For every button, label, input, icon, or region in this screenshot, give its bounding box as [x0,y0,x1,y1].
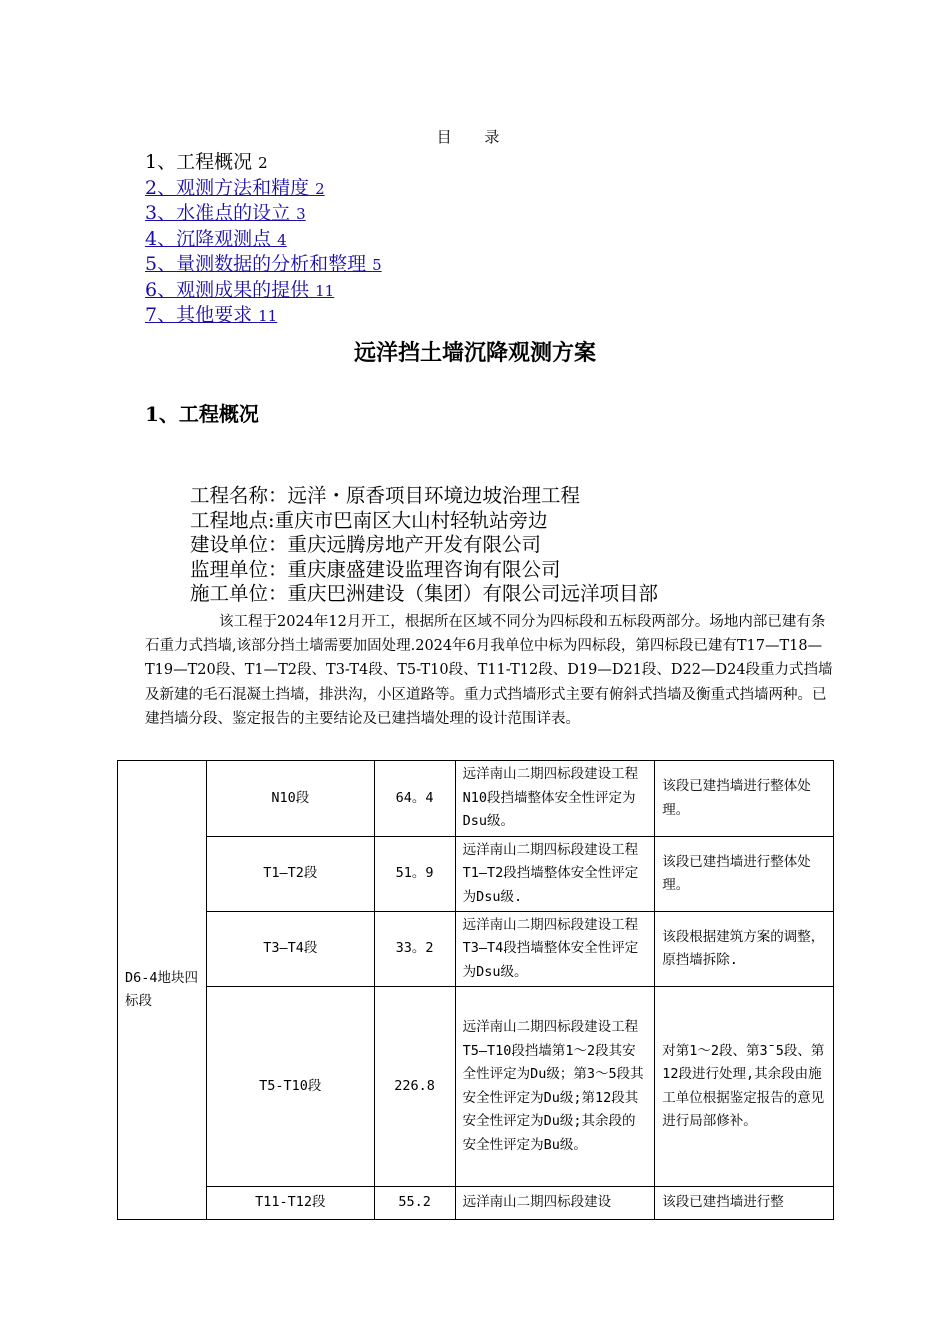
project-location: 工程地点:重庆市巴南区大山村轻轨站旁边 [190,508,548,532]
toc-link[interactable] [145,279,334,301]
conclusion-cell: 远洋南山二期四标段建设工程T3—T4段挡墙整体安全性评定为Dsu级。 [455,912,655,987]
overview-paragraph: 该工程于2024年12月开工，根据所在区域不同分为四标段和五标段两部分。场地内部已建有条石重力式挡墙,该部分挡土墙需要加固处理.2024年6月我单位中标为四标段，第四标段已建有T17—T18—T19—T20段、T1—T2段、T3-T4段、T5-T10段、T11-T12段、D19—D21段、D22—D24段重力式挡墙及新建的毛石混凝土挡墙，排洪沟，小区道路等。重力式挡墙形式主要有俯斜式挡墙及衡重式挡墙两种。已建挡墙分段、鉴定报告的主要结论及已建挡墙处理的设计范围详表。 [145,614,833,727]
toc-item-5[interactable] [145,252,382,278]
length-cell: 226.8 [374,987,455,1187]
treatment-cell: 对第1～2段、第3¯5段、第12段进行处理,其余段由施工单位根据鉴定报告的意见进行局部修补。 [655,987,834,1187]
toc-item-2[interactable] [145,176,382,202]
treatment-cell: 该段已建挡墙进行整 [655,1187,834,1220]
toc-item-page: 3 [296,205,306,223]
toc-item-4[interactable] [145,227,382,253]
assessment-table [117,760,834,1220]
table-row [118,987,834,1187]
length-cell: 51。9 [374,837,455,912]
toc-title: 目 录 [436,128,514,146]
project-name: 工程名称：远洋・原香项目环境边坡治理工程 [190,484,581,507]
toc-item-page: 2 [315,179,325,198]
conclusion-cell: 远洋南山二期四标段建设 [455,1187,655,1220]
section-heading: 1、工程概况 [145,402,259,426]
table-row [118,912,834,987]
conclusion-cell: 远洋南山二期四标段建设工程N10段挡墙整体安全性评定为Dsu级。 [455,761,655,837]
toc-item-label: 3、水准点的设立 [145,202,291,224]
segment-cell: T3—T4段 [206,912,374,987]
conclusion-cell: 远洋南山二期四标段建设工程T5—T10段挡墙第1～2段其安全性评定为Du级；第3～5段其安全性评定为Du级;第12段其安全性评定为Du级;其余段的安全性评定为Bu级。 [455,987,655,1187]
treatment-cell: 该段根据建筑方案的调整，原挡墙拆除. [655,912,834,987]
table-row [118,761,834,837]
toc-item-page: 11 [258,307,278,325]
length-cell: 33。2 [374,912,455,987]
toc-item-page: 11 [315,281,335,300]
toc-item-page: 5 [372,256,382,274]
toc-item-6[interactable] [145,278,382,304]
length-cell: 64。4 [374,761,455,837]
toc-link[interactable] [145,228,287,250]
table-row [118,837,834,912]
segment-cell: T1—T2段 [206,837,374,912]
group-cell: D6-4地块四标段 [118,761,207,1220]
treatment-cell: 该段已建挡墙进行整体处理。 [655,837,834,912]
segment-cell: T5-T10段 [206,987,374,1187]
table-row [118,1187,834,1220]
toc-item-label: 5、量测数据的分析和整理 [145,253,367,275]
length-cell: 55.2 [374,1187,455,1220]
treatment-cell: 该段已建挡墙进行整体处理。 [655,761,834,837]
toc-item-page: 4 [277,230,287,249]
toc-item-1[interactable] [145,150,382,176]
toc-item-page: 2 [258,154,268,172]
toc-link[interactable] [145,177,325,199]
segment-cell: N10段 [206,761,374,837]
project-info [190,484,658,607]
toc-link[interactable] [145,304,277,326]
toc-item-7[interactable] [145,303,382,329]
document-title: 远洋挡土墙沉降观测方案 [353,340,596,366]
supervision-unit: 监理单位：重庆康盛建设监理咨询有限公司 [190,557,561,581]
construction-owner: 建设单位：重庆远腾房地产开发有限公司 [190,533,542,556]
toc-link[interactable] [145,253,382,275]
toc-link[interactable] [145,202,306,224]
toc-item-label: 6、观测成果的提供 [145,278,310,301]
contractor: 施工单位：重庆巴洲建设（集团）有限公司远洋项目部 [190,582,659,605]
toc-item-label: 4、沉降观测点 [145,227,272,250]
table-of-contents [145,150,382,329]
toc-item-label: 1、工程概况 [145,151,253,173]
segment-cell: T11-T12段 [206,1187,374,1220]
toc-item-label: 2、观测方法和精度 [145,176,310,199]
toc-item-3[interactable] [145,201,382,227]
conclusion-cell: 远洋南山二期四标段建设工程T1—T2段挡墙整体安全性评定为Dsu级. [455,837,655,912]
toc-item-label: 7、其他要求 [145,304,253,326]
